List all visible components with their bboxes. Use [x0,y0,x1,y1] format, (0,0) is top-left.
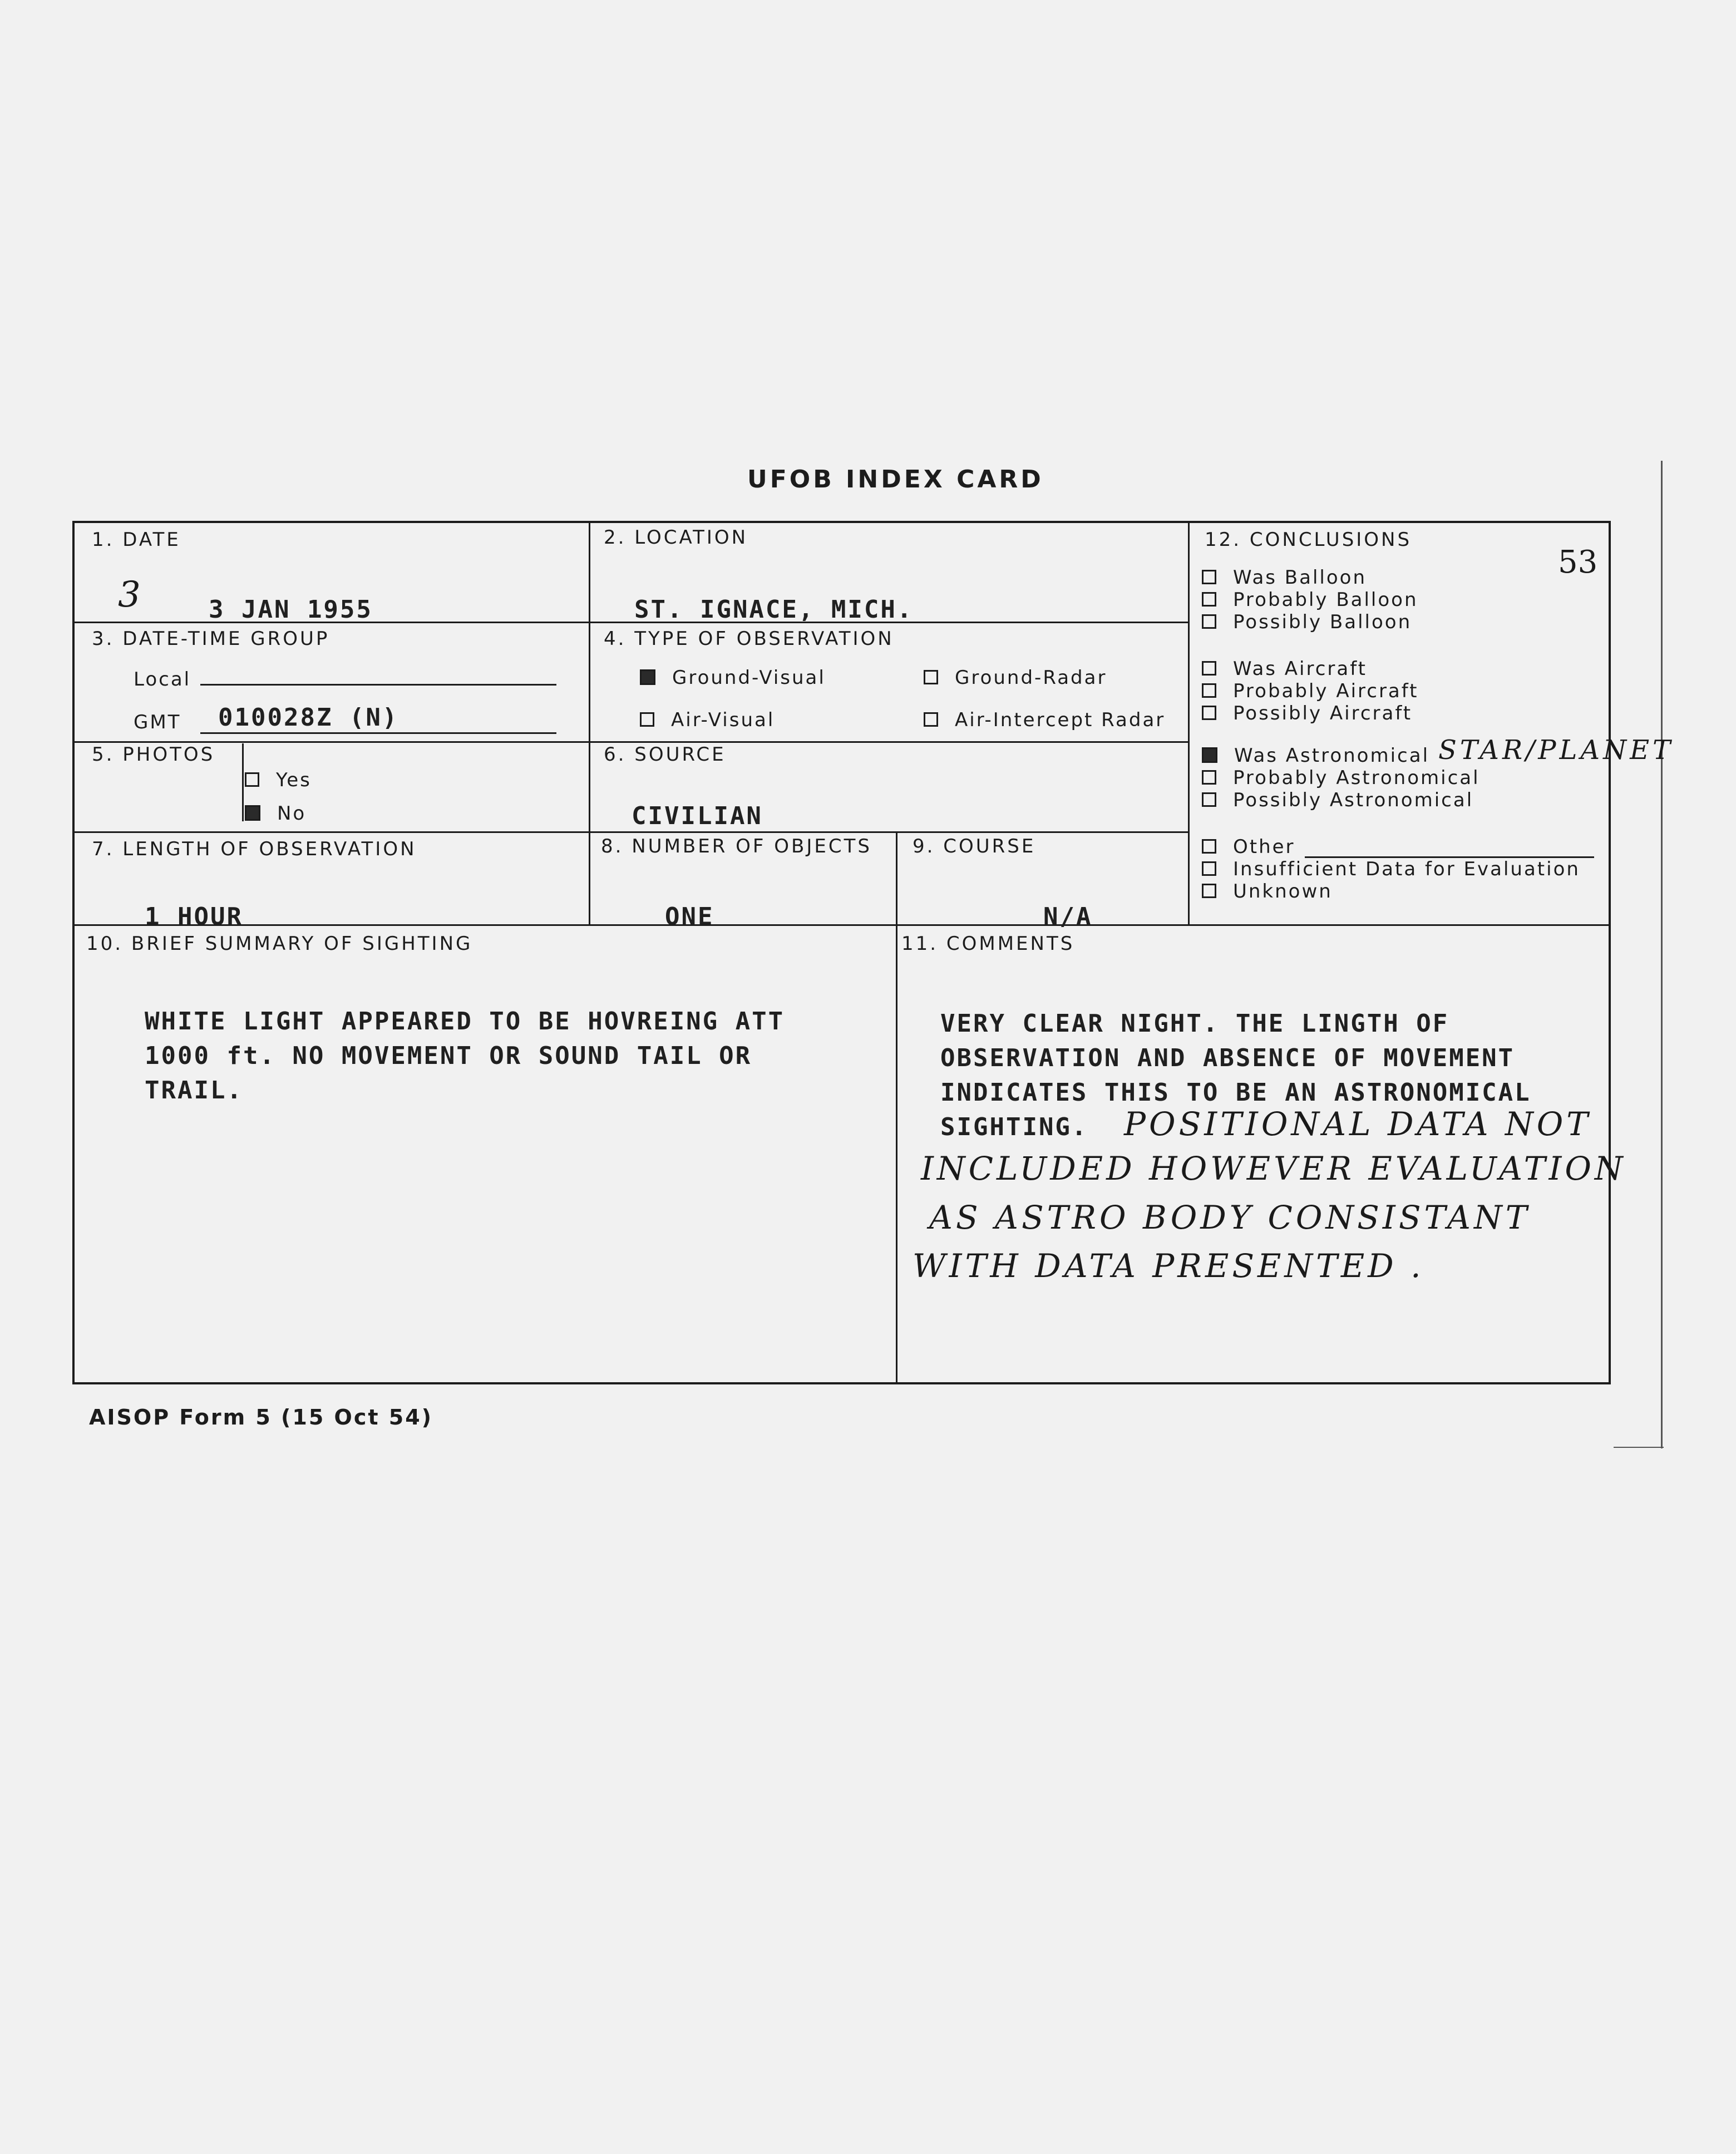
card-number: 53 [1558,544,1598,580]
comments-typed-line: OBSERVATION AND ABSENCE OF MOVEMENT [940,1044,1515,1072]
checkbox [1202,770,1216,785]
checkbox [1202,661,1216,676]
course-label: 9. COURSE [913,835,1036,857]
local-label: Local [134,668,191,691]
conclusion-possibly-aircraft: Possibly Aircraft [1202,702,1412,724]
checkbox [1202,861,1216,876]
local-underline [200,684,556,686]
checkbox [1202,706,1216,720]
summary-line: TRAIL. [145,1076,243,1105]
astro-handwritten-note: STAR/PLANET [1438,735,1674,766]
photos-pen-stroke [242,743,244,821]
scan-edge-line [1661,461,1663,1448]
checkbox [640,712,654,727]
comments-typed-line: SIGHTING. [940,1113,1088,1141]
comments-label: 11. COMMENTS [901,933,1075,955]
checkbox [1202,792,1216,807]
option-photos-yes: Yes [245,769,312,791]
comments-typed-line: INDICATES THIS TO BE AN ASTRONOMICAL [940,1078,1531,1107]
conclusion-probably-astronomical: Probably Astronomical [1202,767,1480,789]
checkbox [1202,592,1216,607]
checkbox-checked [245,805,260,821]
checkbox-checked [1202,747,1217,763]
divider-v3 [896,832,897,1384]
checkbox-checked [640,669,655,685]
dtg-label: 3. DATE-TIME GROUP [92,628,330,650]
date-value: 3 JAN 1955 [209,595,373,624]
conclusion-possibly-balloon: Possibly Balloon [1202,611,1412,633]
gmt-value: 010028Z (N) [218,703,399,732]
date-day-handwritten: 3 [118,574,144,615]
checkbox [245,772,259,787]
gmt-label: GMT [134,711,181,733]
length-value: 1 HOUR [145,903,243,931]
divider-v2 [1188,521,1190,924]
conclusion-other: Other [1202,836,1295,858]
index-card [72,521,1674,1384]
conclusion-was-astronomical: Was Astronomical [1202,745,1429,767]
length-label: 7. LENGTH OF OBSERVATION [92,838,417,860]
conclusion-probably-balloon: Probably Balloon [1202,589,1418,611]
photos-label: 5. PHOTOS [92,743,215,766]
conclusion-was-aircraft: Was Aircraft [1202,658,1367,680]
checkbox [1202,683,1216,698]
location-value: ST. IGNACE, MICH. [634,595,914,624]
course-value: N/A [1043,903,1093,931]
scan-edge-line [1614,1447,1664,1448]
conclusions-label: 12. CONCLUSIONS [1205,529,1412,551]
gmt-underline [200,732,556,734]
option-ground-radar: Ground-Radar [924,667,1107,689]
form-id: AISOP Form 5 (15 Oct 54) [89,1405,433,1430]
conclusion-probably-aircraft: Probably Aircraft [1202,680,1418,702]
obs-type-label: 4. TYPE OF OBSERVATION [604,628,894,650]
objects-value: ONE [665,903,714,931]
source-label: 6. SOURCE [604,743,726,766]
option-photos-no: No [245,802,306,825]
comments-handwritten-line: INCLUDED HOWEVER EVALUATION [921,1150,1626,1187]
summary-line: 1000 ft. NO MOVEMENT OR SOUND TAIL OR [145,1042,752,1070]
summary-label: 10. BRIEF SUMMARY OF SIGHTING [86,933,473,955]
option-air-visual: Air-Visual [640,709,775,731]
objects-label: 8. NUMBER OF OBJECTS [601,835,872,857]
source-value: CIVILIAN [632,802,763,830]
conclusion-was-balloon: Was Balloon [1202,566,1367,589]
comments-handwritten-line: WITH DATA PRESENTED . [913,1247,1424,1285]
checkbox [924,670,938,684]
summary-line: WHITE LIGHT APPEARED TO BE HOVREING ATT [145,1007,785,1036]
comments-handwritten-line: AS ASTRO BODY CONSISTANT [929,1199,1531,1236]
option-ground-visual: Ground-Visual [640,667,826,689]
checkbox [924,712,938,727]
card-title: UFOB INDEX CARD [747,465,1044,494]
conclusion-unknown: Unknown [1202,880,1333,903]
date-label: 1. DATE [92,529,181,551]
option-air-intercept-radar: Air-Intercept Radar [924,709,1165,731]
checkbox [1202,884,1216,898]
divider-v1 [589,521,590,924]
comments-typed-line: VERY CLEAR NIGHT. THE LINGTH OF [940,1009,1449,1038]
conclusion-possibly-astronomical: Possibly Astronomical [1202,789,1473,811]
checkbox [1202,570,1216,584]
location-label: 2. LOCATION [604,526,748,549]
comments-handwritten-line: POSITIONAL DATA NOT [1124,1105,1591,1143]
conclusion-insufficient-data: Insufficient Data for Evaluation [1202,858,1580,880]
checkbox [1202,614,1216,629]
checkbox [1202,839,1216,854]
